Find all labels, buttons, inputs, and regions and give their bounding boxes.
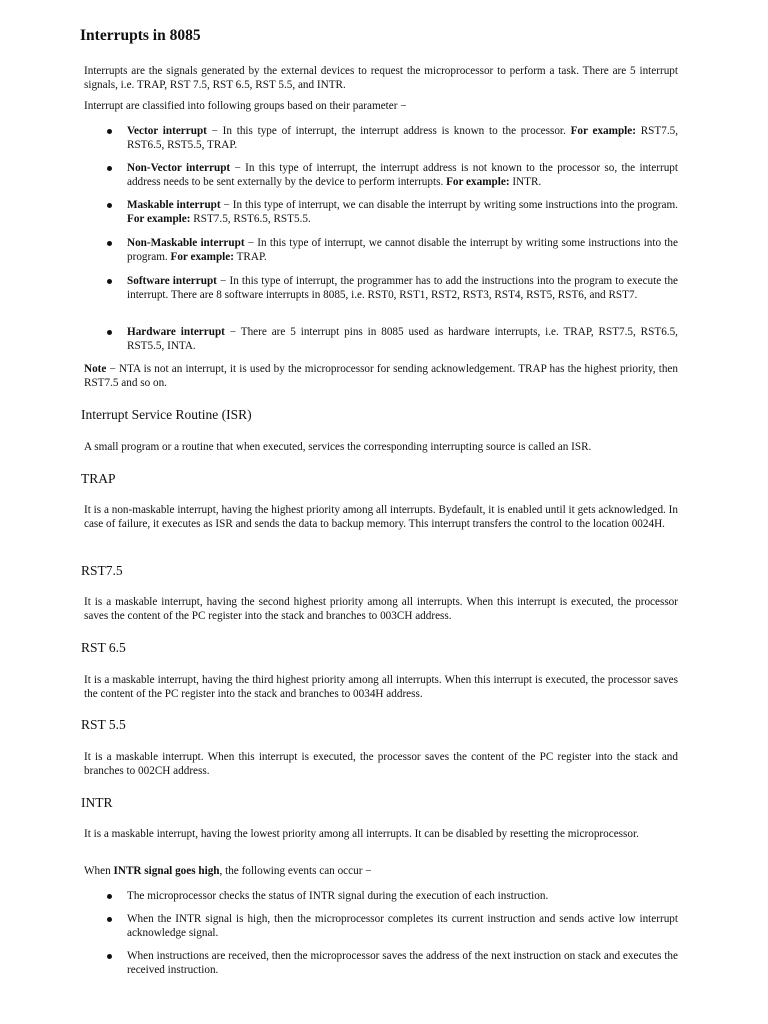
bullet-icon	[106, 163, 114, 171]
section-heading-isr: Interrupt Service Routine (ISR)	[81, 407, 252, 422]
section-body-rst65: It is a maskable interrupt, having the third highest priority among all interrupts. When this interrupt is executed, the processor saves the content of the PC register into the stack and branches to 0034H address.	[84, 674, 678, 700]
bullet-icon	[106, 276, 114, 284]
list-item-software: Software interrupt − In this type of interrupt, the programmer has to add the instructions into the program to execute the interrupt. There are 8 software interrupts in 8085, i.e. RST0, RST1, RST2, RST3, RST4, RST5, RST6, and RST7.	[127, 275, 679, 301]
event-item: The microprocessor checks the status of INTR signal during the execution of each instruction.	[127, 890, 549, 902]
classification-intro: Interrupt are classified into following groups based on their parameter −	[84, 100, 407, 112]
section-body-isr: A small program or a routine that when executed, services the corresponding interrupting source is called an ISR.	[84, 441, 592, 453]
page-title: Interrupts in 8085	[80, 27, 201, 44]
bullet-icon	[106, 951, 114, 959]
bullet-icon	[106, 327, 114, 335]
section-heading-trap: TRAP	[81, 471, 116, 486]
section-heading-rst65: RST 6.5	[81, 640, 126, 655]
bullet-icon	[106, 200, 114, 208]
list-item-hardware: Hardware interrupt − There are 5 interrupt pins in 8085 used as hardware interrupts, i.e. TRAP, RST7.5, RST6.5, RST5.5, INTA.	[127, 326, 678, 352]
event-item: When the INTR signal is high, then the microprocessor completes its current instruction and sends active low interrupt acknowledge signal.	[127, 913, 678, 939]
section-body-rst75: It is a maskable interrupt, having the second highest priority among all interrupts. When this interrupt is executed, the processor saves the content of the PC register into the stack and branches to 003CH address.	[84, 596, 678, 622]
list-item-non-maskable: Non-Maskable interrupt − In this type of interrupt, we cannot disable the interrupt by writing some instructions into the program. For example: TRAP.	[127, 237, 678, 263]
event-item: When instructions are received, then the microprocessor saves the address of the next instruction on stack and executes the received instruction.	[127, 950, 678, 976]
section-body-intr: It is a maskable interrupt, having the lowest priority among all interrupts. It can be disabled by resetting the microprocessor.	[84, 828, 639, 840]
bullet-icon	[106, 914, 114, 922]
intro-paragraph: Interrupts are the signals generated by the external devices to request the microprocessor to perform a task. There are 5 interrupt signals, i.e. TRAP, RST 7.5, RST 6.5, RST 5.5, and INTR.	[84, 65, 678, 91]
intr-events-lead: When INTR signal goes high, the following events can occur −	[84, 865, 372, 877]
note-paragraph: Note − NTA is not an interrupt, it is used by the microprocessor for sending acknowledgement. TRAP has the highest priority, then RST7.5 and so on.	[84, 363, 678, 389]
bullet-icon	[106, 891, 114, 899]
section-heading-intr: INTR	[81, 795, 113, 810]
list-item-vector: Vector interrupt − In this type of interrupt, the interrupt address is known to the processor. For example: RST7.5, RST6.5, RST5.5, TRAP.	[127, 125, 679, 151]
section-heading-rst75: RST7.5	[81, 563, 123, 578]
bullet-icon	[106, 238, 114, 246]
section-body-rst55: It is a maskable interrupt. When this interrupt is executed, the processor saves the content of the PC register into the stack and branches to 002CH address.	[84, 751, 678, 777]
list-item-maskable: Maskable interrupt − In this type of interrupt, we can disable the interrupt by writing some instructions into the program. For example: RST7.5, RST6.5, RST5.5.	[127, 199, 678, 225]
section-body-trap: It is a non-maskable interrupt, having the highest priority among all interrupts. Bydefault, it is enabled until it gets acknowledged. In case of failure, it executes as ISR and sends the data to backup memory. This interrupt transfers the control to the location 0024H.	[84, 504, 678, 530]
list-item-non-vector: Non-Vector interrupt − In this type of interrupt, the interrupt address is not known to the processor so, the interrupt address needs to be sent externally by the device to perform interrupts. For example: INTR.	[127, 162, 679, 188]
bullet-icon	[106, 126, 114, 134]
section-heading-rst55: RST 5.5	[81, 717, 126, 732]
